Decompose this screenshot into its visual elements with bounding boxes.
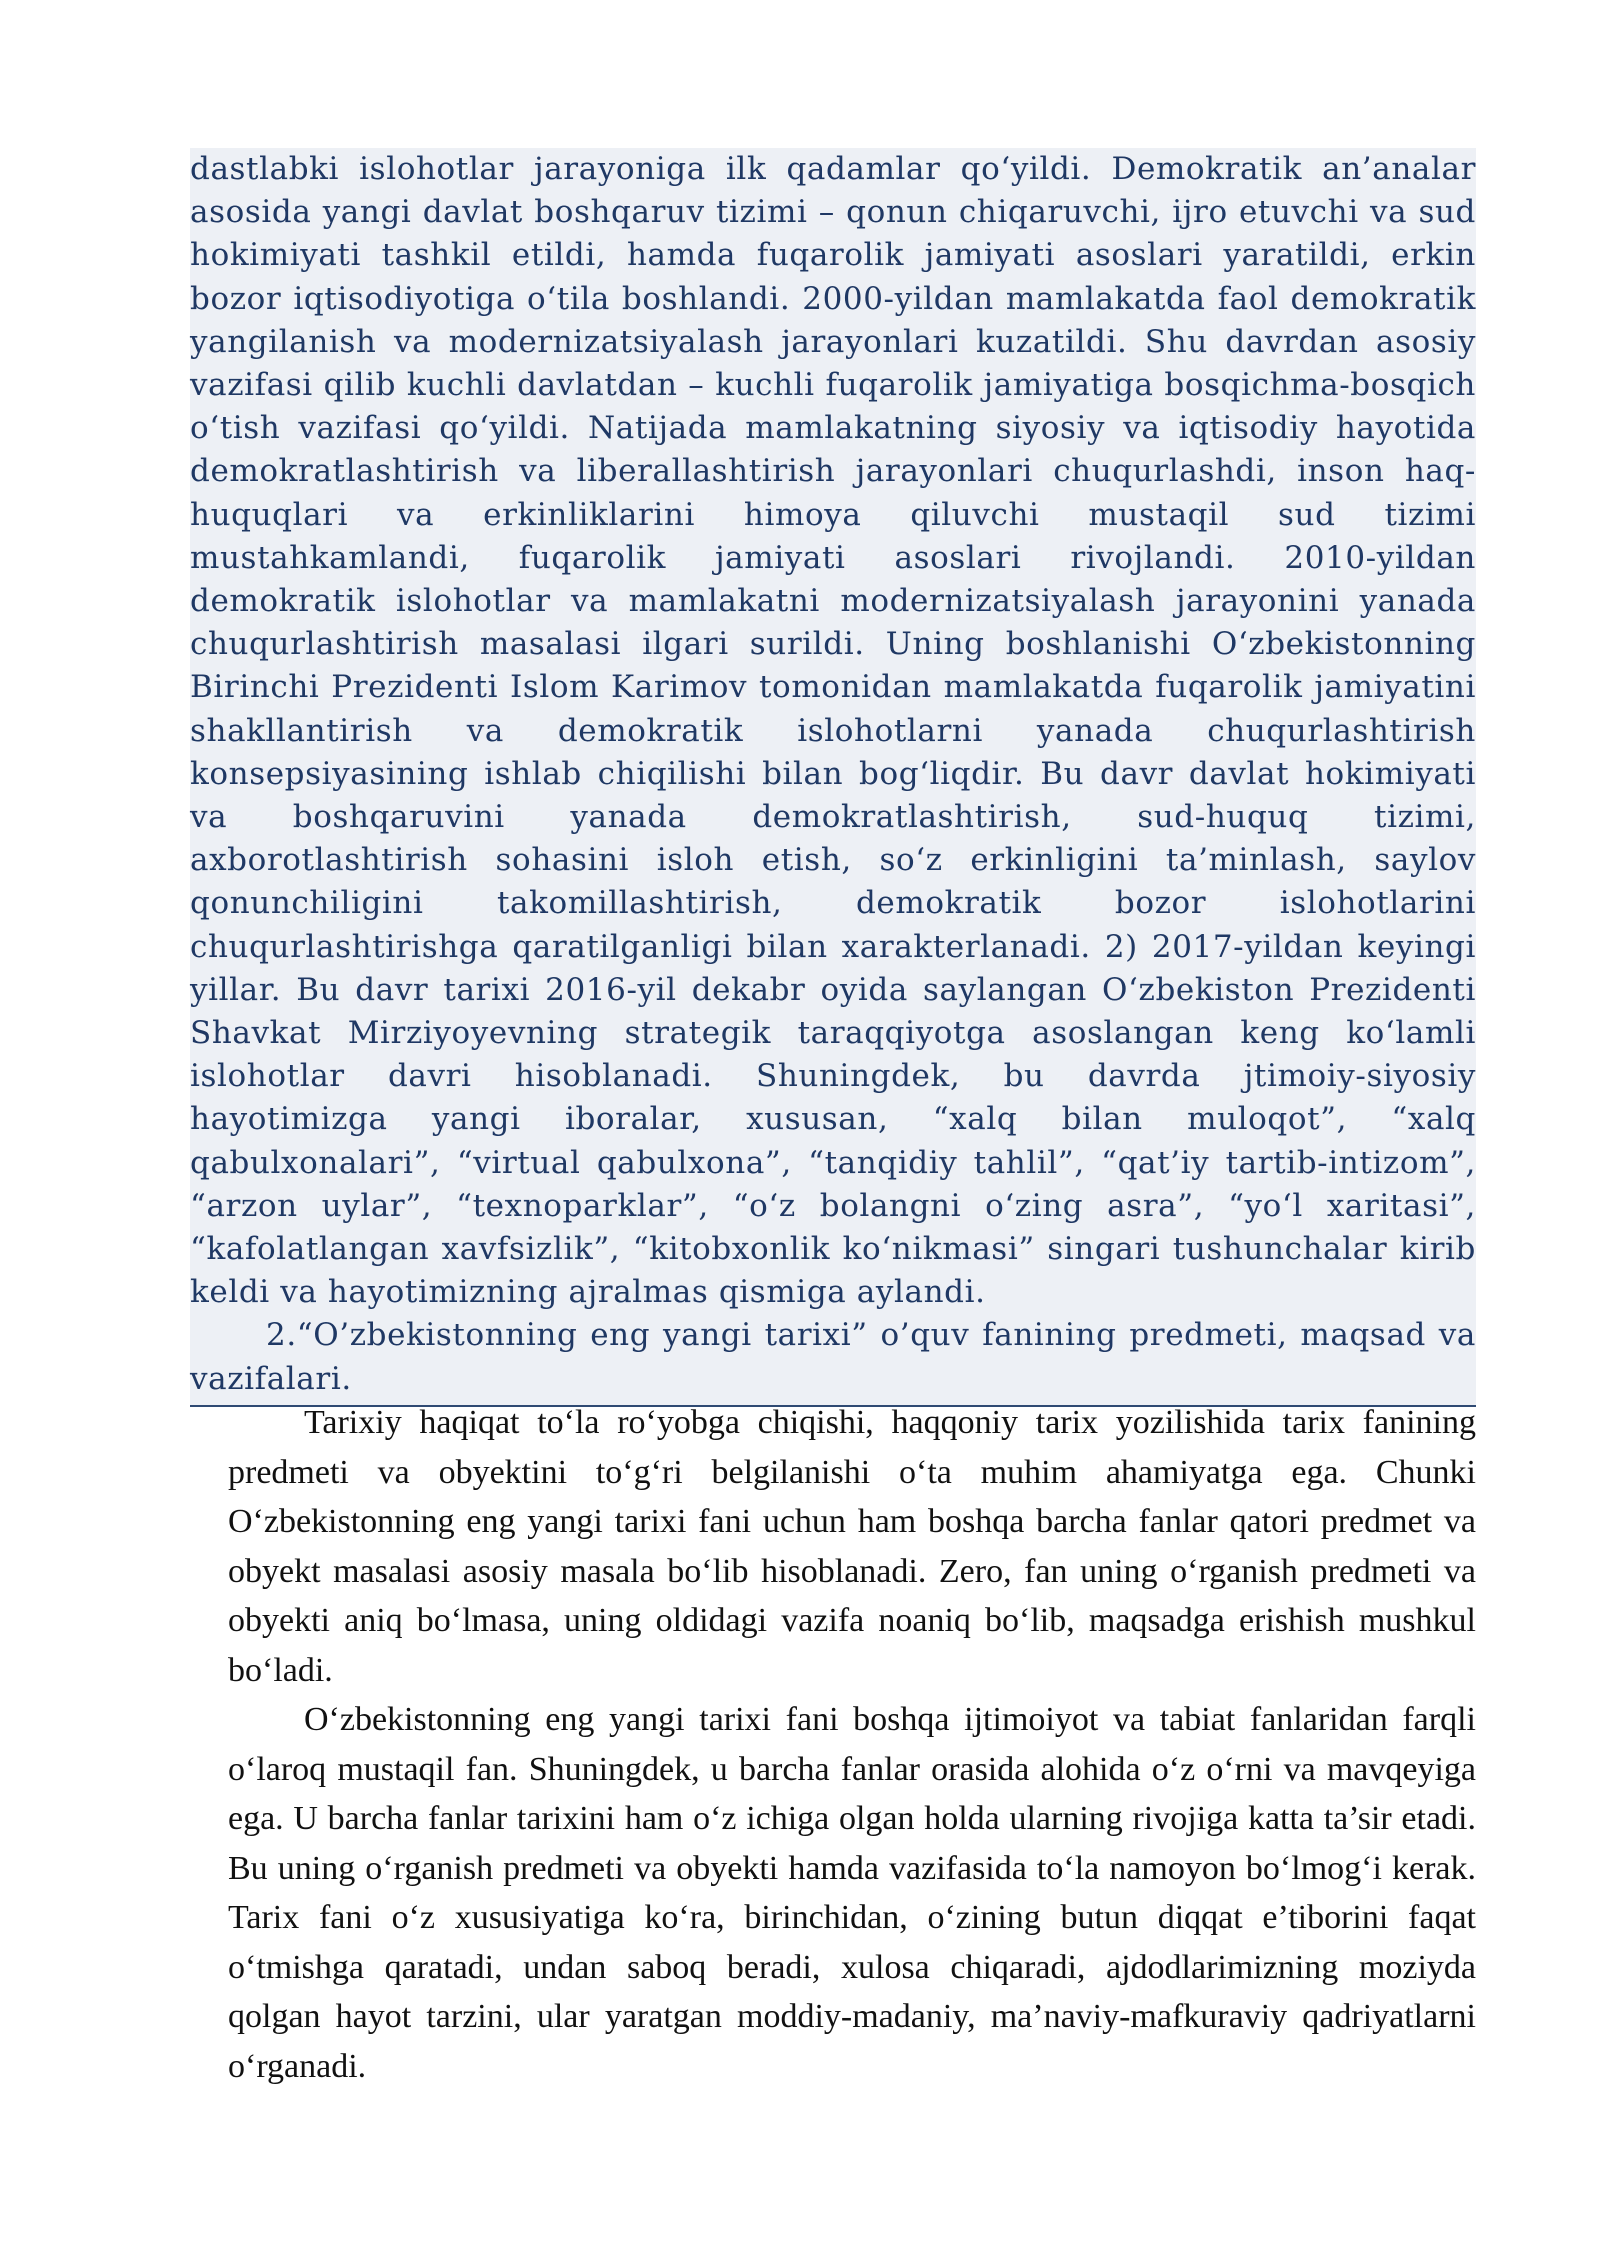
body-paragraph-1: Tarixiy haqiqat to‘la ro‘yobga chiqishi, haqqoniy tarix yozilishida tarix fanining predmeti va obyektini to‘g‘ri belgilanishi o‘ta muhim ahamiyatga ega. Chunki O‘zbekistonning eng yangi tarixi fani uchun ham boshqa barcha fanlar qatori predmet va obyekt masalasi asosiy masala bo‘lib hisoblanadi. Zero, fan uning o‘rganish predmeti va obyekti aniq bo‘lmasa, uning oldidagi vazifa noaniq bo‘lib, maqsadga erishish mushkul bo‘ladi.: [228, 1404, 1476, 1689]
highlighted-paragraph: dastlabki islohotlar jarayoniga ilk qadamlar qo‘yildi. Demokratik an’analar asosida yangi davlat boshqaruv tizimi – qonun chiqaruvchi, ijro etuvchi va sud hokimiyati tashkil etildi, hamda fuqarolik jamiyati asoslari yaratildi, erkin bozor iqtisodiyotiga o‘tila boshlandi. 2000-yildan mamlakatda faol demokratik yangilanish va modernizatsiyalash jarayonlari kuzatildi. Shu davrdan asosiy vazifasi qilib kuchli davlatdan – kuchli fuqarolik jamiyatiga bosqichma-bosqich o‘tish vazifasi qo‘yildi. Natijada mamlakatning siyosiy va iqtisodiy hayotida demokratlashtirish va liberallashtirish jarayonlari chuqurlashdi, inson haq-huquqlari va erkinliklarini himoya qiluvchi mustaqil sud tizimi mustahkamlandi, fuqarolik jamiyati asoslari rivojlandi. 2010-yildan demokratik islohotlar va mamlakatni modernizatsiyalash jarayonini yanada chuqurlashtirish masalasi ilgari surildi. Uning boshlanishi O‘zbekistonning Birinchi Prezidenti Islom Karimov tomonidan mamlakatda fuqarolik jamiyatini shakllantirish va demokratik islohotlarni yanada chuqurlashtirish konsepsiyasining ishlab chiqilishi bilan bog‘liqdir. Bu davr davlat hokimiyati va boshqaruvini yanada demokratlashtirish, sud-huquq tizimi, axborotlashtirish sohasini isloh etish, so‘z erkinligini ta’minlash, saylov qonunchiligini takomillashtirish, demokratik bozor islohotlarini chuqurlashtirishga qaratilganligi bilan xarakterlanadi. 2) 2017-yildan keyingi yillar. Bu davr tarixi 2016-yil dekabr oyida saylangan O‘zbekiston Prezidenti Shavkat Mirziyoyevning strategik taraqqiyotga asoslangan keng ko‘lamli islohotlar davri hisoblanadi. Shuningdek, bu davrda jtimoiy-siyosiy hayotimizga yangi iboralar, xususan, “xalq bilan muloqot”, “xalq qabulxonalari”, “virtual qabulxona”, “tanqidiy tahlil”, “qat’iy tartib-intizom”, “arzon uylar”, “texnoparklar”, “o‘z bolangni o‘zing asra”, “yo‘l xaritasi”, “kafolatlangan xavfsizlik”, “kitobxonlik ko‘nikmasi” singari tushunchalar kirib keldi va hayotimizning ajralmas qismiga aylandi.: [190, 151, 1476, 1311]
body-paragraph-2: O‘zbekistonning eng yangi tarixi fani boshqa ijtimoiyot va tabiat fanlaridan farqli o‘laroq mustaqil fan. Shuningdek, u barcha fanlar orasida alohida o‘z o‘rni va mavqeyiga ega. U barcha fanlar tarixini ham o‘z ichiga olgan holda ularning rivojiga katta ta’sir etadi. Bu uning o‘rganish predmeti va obyekti hamda vazifasida to‘la namoyon bo‘lmog‘i kerak. Tarix fani o‘z xususiyatiga ko‘ra, birinchidan, o‘zining butun diqqat e’tiborini faqat o‘tmishga qaratadi, undan saboq beradi, xulosa chiqaradi, ajdodlarimizning moziyda qolgan hayot tarzini, ular yaratgan moddiy-madaniy, ma’naviy-mafkuraviy qadriyatlarni o‘rganadi.: [228, 1701, 1476, 2085]
section-heading: 2.“O’zbekistonning eng yangi tarixi” o’quv fanining predmeti, maqsad va vazifalari.: [190, 1317, 1476, 1397]
body-text-section: [228, 1398, 1476, 2091]
highlighted-text-section: [190, 148, 1476, 1407]
